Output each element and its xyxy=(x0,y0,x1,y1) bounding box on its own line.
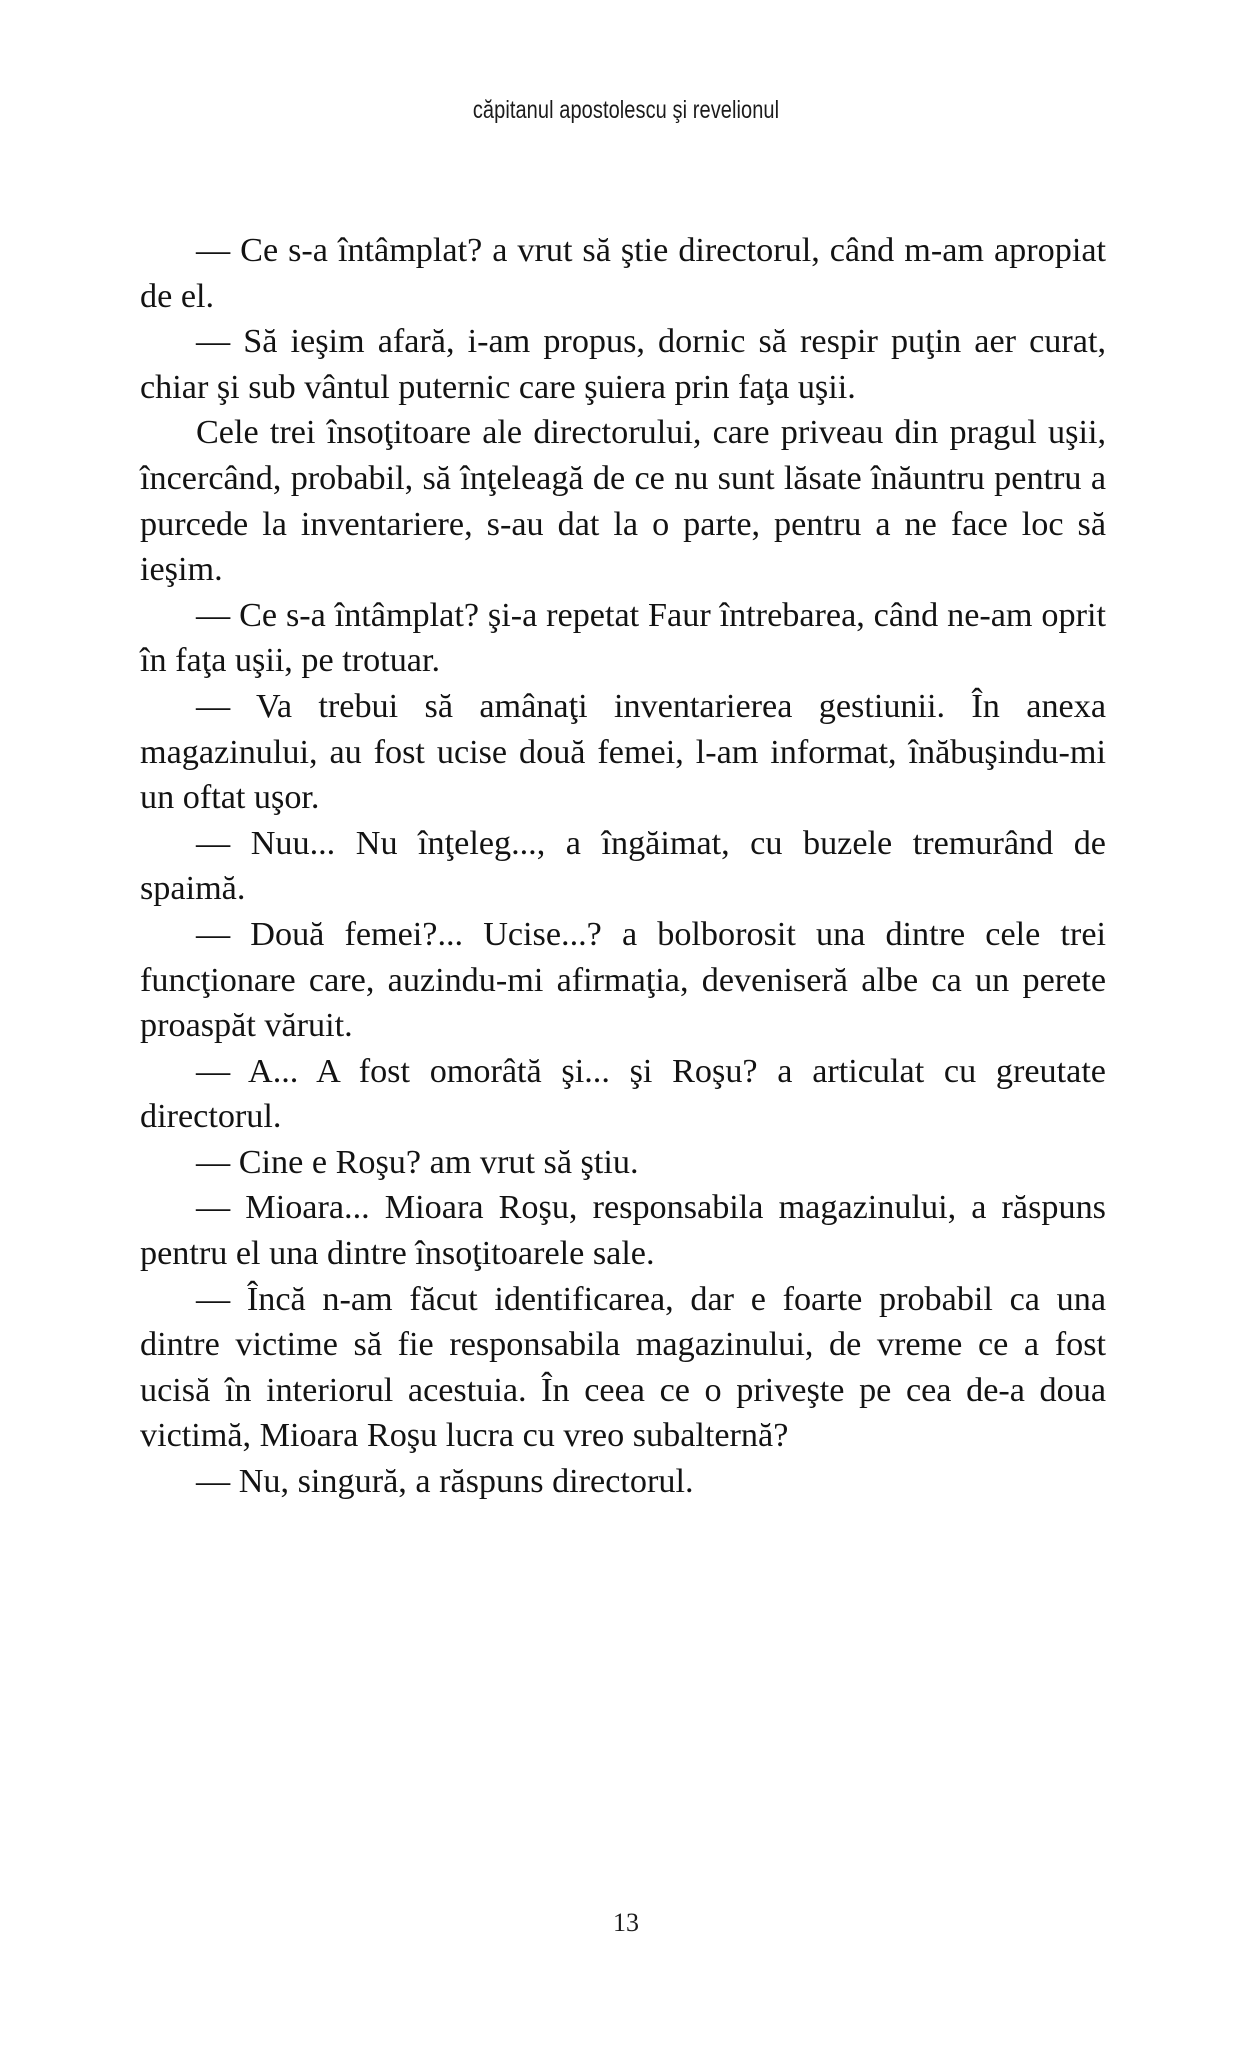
paragraph: — Nu, singură, a răspuns directorul. xyxy=(196,1463,694,1501)
paragraph: — Ce s-a întâmplat? a vrut să ştie directorul, când m-am apropiat de el. xyxy=(140,232,1106,315)
paragraph: — Va trebui să amânaţi inventarierea gestiunii. În anexa magazinului, au fost ucise două femei, l-am informat, înăbuşindu-mi un oftat uşor. xyxy=(140,687,1106,817)
paragraph: — Ce s-a întâmplat? şi-a repetat Faur întrebarea, când ne-am oprit în faţa uşii, pe trotuar. xyxy=(140,596,1106,680)
paragraph: — Cine e Roşu? am vrut să ştiu. xyxy=(196,1143,639,1181)
paragraph: — Nuu... Nu înţeleg..., a îngăimat, cu buzele tremurând de spaimă. xyxy=(140,824,1106,908)
paragraph: — Două femei?... Ucise...? a bolborosit una dintre cele trei funcţionare care, auzindu-mi afirmaţia, deveniseră albe ca un perete proaspăt văruit. xyxy=(140,915,1106,1045)
paragraph: — Încă n-am făcut identificarea, dar e foarte probabil ca una dintre victime să fie responsabila magazinului, de vreme ce a fost ucisă în interiorul acestuia. În ceea ce o priveşte pe cea de-a doua victimă, Mioara Roşu lucra cu vreo subalternă? xyxy=(140,1280,1106,1455)
body-text-block xyxy=(140,228,1106,1505)
paragraph: — Mioara... Mioara Roşu, responsabila magazinului, a răspuns pentru el una dintre însoţitoarele sale. xyxy=(140,1189,1106,1273)
page-number: 13 xyxy=(613,1908,639,1937)
running-head: căpitanul apostolescu şi revelionul xyxy=(472,96,780,124)
paragraph: Cele trei însoţitoare ale directorului, care priveau din pragul uşii, încercând, probabil, să înţeleagă de ce nu sunt lăsate înăuntru pentru a purcede la inventariere, s-au dat la o parte, pentru a ne face loc să ieşim. xyxy=(140,414,1106,589)
paragraph: — Să ieşim afară, i-am propus, dornic să respir puţin aer curat, chiar şi sub vântul puternic care şuiera prin faţa uşii. xyxy=(140,323,1106,406)
paragraph: — A... A fost omorâtă şi... şi Roşu? a articulat cu greutate directorul. xyxy=(140,1052,1106,1136)
